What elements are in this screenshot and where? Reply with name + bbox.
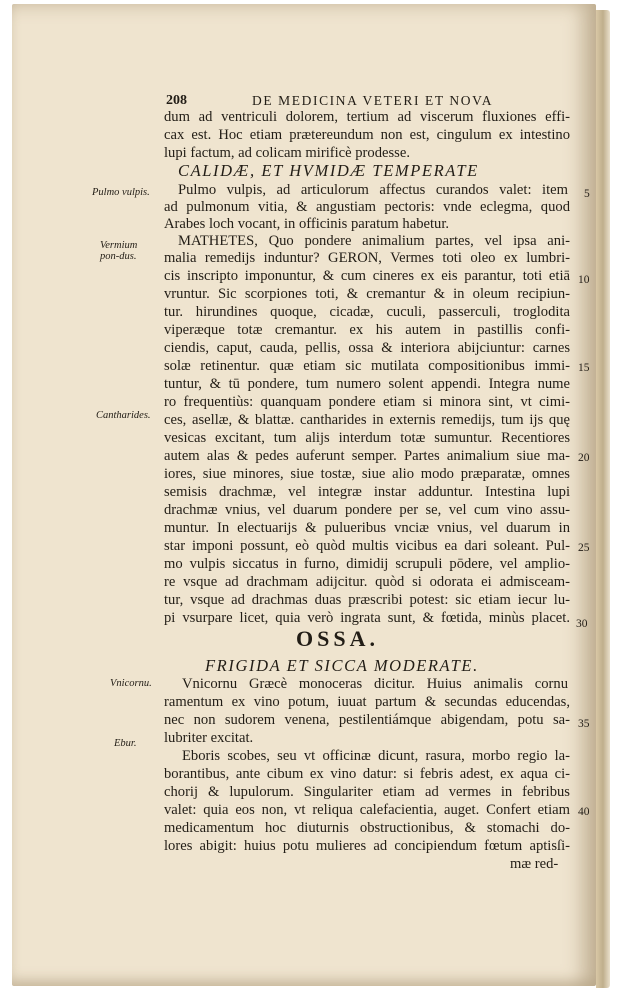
running-title: DE MEDICINA VETERI ET NOVA (252, 93, 494, 108)
text-line: medicamentum hoc diuturnis obstructionibus, & stomachi do- (164, 820, 570, 836)
text-line: cis inscripto imponuntur, & cum cineres ex eis parantur, toti etiā (164, 268, 570, 284)
text-line: lupi factum, ad colicam mirificè prodesse. (164, 145, 410, 161)
text-line: Vnicornu Græcè monoceras dicitur. Huius animalis cornu (182, 676, 568, 692)
line-number: 30 (576, 618, 588, 630)
text-line: tuntur, & tū pondere, tum numero solent appendi. Integra nume (164, 376, 570, 392)
text-line: tur. hirundines quoque, cicadæ, cuculi, passerculi, troglodita (164, 304, 570, 320)
text-line: vruntur. Sic scorpiones toti, & cremantur & in oleum recipiun- (164, 286, 570, 302)
line-number: 20 (578, 452, 590, 464)
text-line: Arabes loch vocant, in officinis paratum habetur. (164, 216, 450, 232)
text-line: borantibus, ante cibum ex vino datur: si febris adest, ex aqua ci- (164, 766, 570, 782)
text-line: iores, siue minores, siue tostæ, siue alio modo præparatæ, omnes (164, 466, 570, 482)
text-line: semisis drachmæ, vel integræ instar adduntur. Intestina lupi (164, 484, 570, 500)
text-line: ramentum ex vino potum, iuuat partum & secundas educendas, (164, 694, 570, 710)
text-line: Pulmo vulpis, ad articulorum affectus curandos valet: item (178, 182, 568, 198)
page-number: 208 (166, 93, 187, 108)
section-heading: OSSA. (296, 626, 379, 651)
text-line: mo vulpis siccatus in furno, dimidij scrupuli pōdere, vel amplio- (164, 556, 570, 572)
line-number: 40 (578, 806, 590, 818)
line-number: 25 (578, 542, 590, 554)
line-number: 5 (584, 188, 590, 200)
text-line: vesicas excitant, tum alijs interdum totæ sumuntur. Recentiores (164, 430, 570, 446)
margin-note-cantharides: Cantharides. (96, 410, 151, 421)
margin-note-ebur: Ebur. (114, 738, 137, 749)
margin-note-vermium: Vermium pon-dus. (100, 240, 138, 262)
text-line: viperæque totæ cremantur. ex his autem in pastillis confi- (164, 322, 570, 338)
text-line: ces, asellæ, & blattæ. cantharides in externis remedijs, tum ijs quę (164, 412, 570, 428)
margin-note-pulmo: Pulmo vulpis. (92, 187, 150, 198)
text-line: valet: quia eos non, vt reliqua calefacientia, auget. Confert etiam (164, 802, 570, 818)
line-number: 15 (578, 362, 590, 374)
text-line: dum ad ventriculi dolorem, tertium ad viscerum fluxiones effi- (164, 109, 570, 125)
text-line: solæ retinentur. quæ etiam sic mutilata compositionibus immi- (164, 358, 570, 374)
catchword: mæ red- (510, 856, 559, 872)
text-line: drachmæ vnius, vel duarum pondere per se, vel cum vino assu- (164, 502, 570, 518)
page-edge (596, 10, 610, 988)
text-line: malia remedijs induntur? GERON, Vermes toti oleo ex lumbri- (164, 250, 570, 266)
text-line: re vsque ad drachmam adijcitur. quòd si odorata ei admisceam- (164, 574, 570, 590)
text-line: muntur. In electuarijs & pulueribus vnciæ vnius, vel duarum in (164, 520, 570, 536)
text-line: lores abigit: huius potu mulieres ad concipiendum fœtum aptisſi- (164, 838, 570, 854)
text-line: lubriter excitat. (164, 730, 254, 746)
text-line: chorij & lupulorum. Singulariter etiam ad vermes in febribus (164, 784, 570, 800)
text-line: ad pulmonum vitia, & angustiam pectoris: vnde eclegma, quod (164, 199, 570, 215)
subheading: CALIDÆ, ET HVMIDÆ TEMPERATE (178, 161, 479, 180)
text-line: ro frequentiùs: quanquam pondere etiam si minora sint, vt cimi- (164, 394, 570, 410)
text-line: nec non sudorem venena, pestilentiámque abigendam, potu sa- (164, 712, 570, 728)
margin-note-vnicornu: Vnicornu. (110, 678, 152, 689)
text-line: MATHETES, Quo pondere animalium partes, vel ipsa ani- (178, 233, 570, 249)
text-line: ciendis, caput, cauda, pellis, ossa & interiora abijciuntur: carnes (164, 340, 570, 356)
text-line: Eboris scobes, seu vt officinæ dicunt, rasura, morbo regio la- (182, 748, 570, 764)
text-line: autem alas & pedes auferunt semper. Partes animalium siue ma- (164, 448, 570, 464)
text-line: tur, vsque ad drachmas duas præscribi potest: sic etiam iecur lu- (164, 592, 570, 608)
text-line: pi vsurpare licet, quia verò ingrata sunt, & fœtida, minùs placet. (164, 610, 570, 626)
text-line: cax est. Hoc etiam prætereundum non est, cingulum ex intestino (164, 127, 570, 143)
text-line: star imponi possunt, eò quòd multis vicibus ea dari soleant. Pul- (164, 538, 570, 554)
line-number: 10 (578, 274, 590, 286)
line-number: 35 (578, 718, 590, 730)
subheading: FRIGIDA ET SICCA MODERATE. (205, 656, 479, 675)
